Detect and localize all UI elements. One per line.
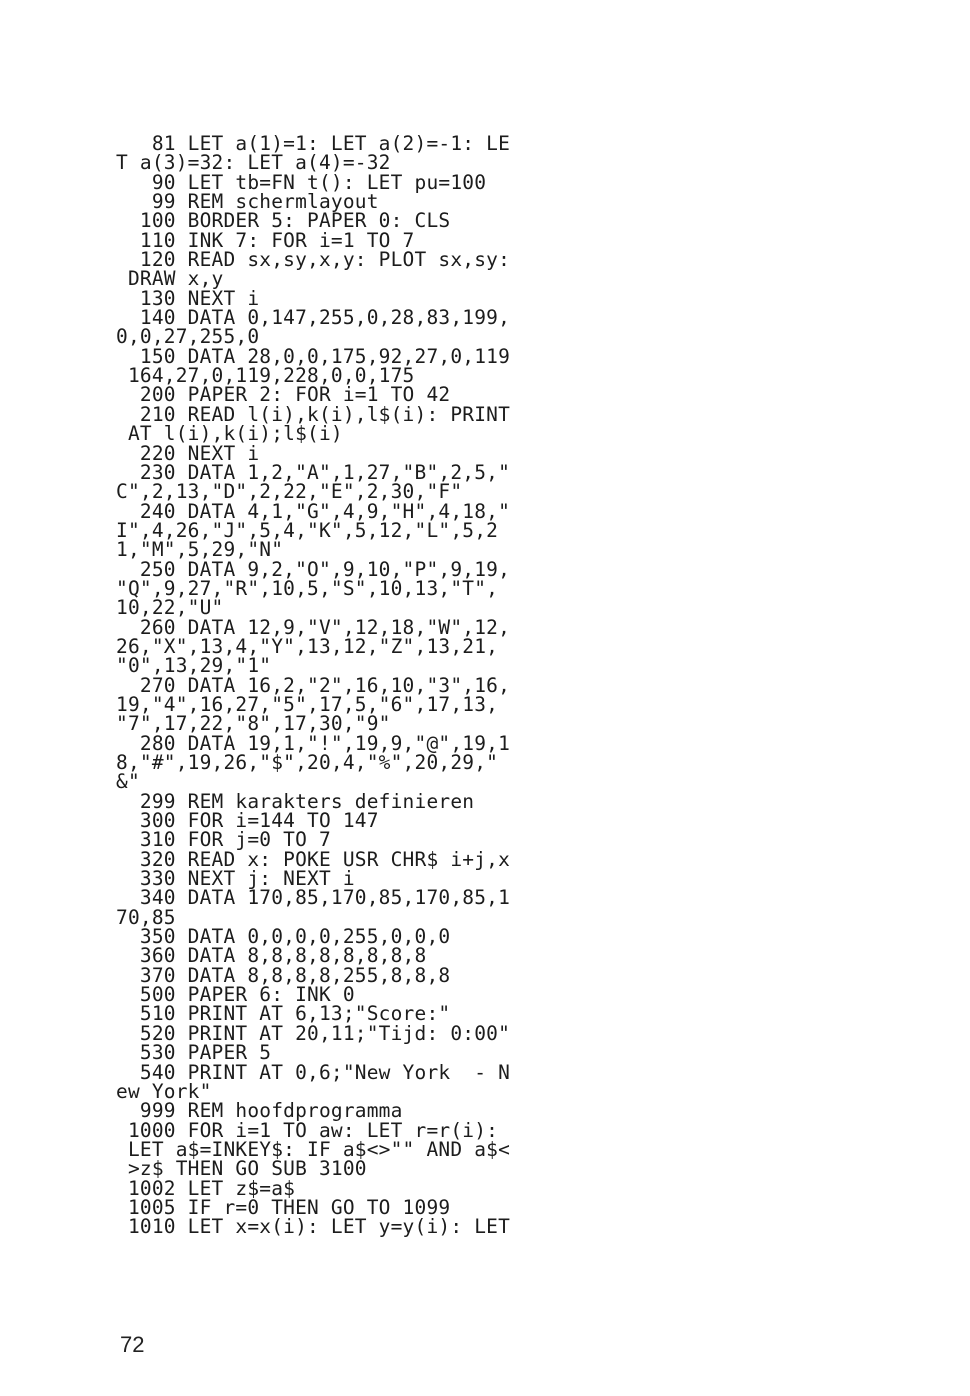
- code-line: 280 DATA 19,1,"!",19,9,"@",19,1: [116, 731, 511, 755]
- code-line: 510 PRINT AT 6,13;"Score:": [116, 1002, 451, 1026]
- code-line: 360 DATA 8,8,8,8,8,8,8,8: [116, 944, 427, 968]
- code-line: 1002 LET z$=a$: [116, 1176, 296, 1200]
- code-line: 120 READ sx,sy,x,y: PLOT sx,sy:: [116, 248, 511, 272]
- code-line: 230 DATA 1,2,"A",1,27,"B",2,5,": [116, 460, 511, 484]
- code-line: C",2,13,"D",2,22,"E",2,30,"F": [116, 480, 463, 504]
- code-line: 520 PRINT AT 20,11;"Tijd: 0:00": [116, 1021, 511, 1045]
- code-line: 1000 FOR i=1 TO aw: LET r=r(i):: [116, 1118, 499, 1142]
- code-line: >z$ THEN GO SUB 3100: [116, 1157, 367, 1181]
- code-line: 260 DATA 12,9,"V",12,18,"W",12,: [116, 615, 511, 639]
- code-line: 300 FOR i=144 TO 147: [116, 809, 379, 833]
- code-line: 540 PRINT AT 0,6;"New York - N: [116, 1060, 511, 1084]
- code-line: 130 NEXT i: [116, 286, 260, 310]
- code-line: LET a$=INKEY$: IF a$<>"" AND a$<: [116, 1137, 511, 1161]
- code-line: 0,0,27,255,0: [116, 325, 260, 349]
- code-line: 240 DATA 4,1,"G",4,9,"H",4,18,": [116, 499, 511, 523]
- code-line: 164,27,0,119,228,0,0,175: [116, 364, 415, 388]
- code-line: 370 DATA 8,8,8,8,255,8,8,8: [116, 963, 451, 987]
- basic-program-listing: [116, 134, 616, 1237]
- code-line: 90 LET tb=FN t(): LET pu=100: [116, 170, 487, 194]
- code-line: 500 PAPER 6: INK 0: [116, 983, 355, 1007]
- page-number: 72: [120, 1332, 145, 1357]
- code-line: 330 NEXT j: NEXT i: [116, 867, 355, 891]
- code-line: 310 FOR j=0 TO 7: [116, 828, 331, 852]
- code-line: 99 REM schermlayout: [116, 190, 379, 214]
- code-line: T a(3)=32: LET a(4)=-32: [116, 151, 391, 175]
- code-line: 270 DATA 16,2,"2",16,10,"3",16,: [116, 673, 511, 697]
- code-line: 299 REM karakters definieren: [116, 789, 475, 813]
- code-line: "0",13,29,"1": [116, 654, 272, 678]
- code-line: 340 DATA 170,85,170,85,170,85,1: [116, 886, 511, 910]
- code-line: 150 DATA 28,0,0,175,92,27,0,119: [116, 344, 511, 368]
- code-line: 19,"4",16,27,"5",17,5,"6",17,13,: [116, 692, 499, 716]
- code-line: "Q",9,27,"R",10,5,"S",10,13,"T",: [116, 576, 499, 600]
- code-line: 26,"X",13,4,"Y",13,12,"Z",13,21,: [116, 634, 499, 658]
- code-line: 210 READ l(i),k(i),l$(i): PRINT: [116, 402, 511, 426]
- code-line: 350 DATA 0,0,0,0,255,0,0,0: [116, 925, 451, 949]
- code-line: 1005 IF r=0 THEN GO TO 1099: [116, 1195, 451, 1219]
- code-line: 70,85: [116, 905, 176, 929]
- code-line: 320 READ x: POKE USR CHR$ i+j,x: [116, 847, 511, 871]
- code-line: 100 BORDER 5: PAPER 0: CLS: [116, 209, 451, 233]
- code-line: 200 PAPER 2: FOR i=1 TO 42: [116, 383, 451, 407]
- code-line: DRAW x,y: [116, 267, 224, 291]
- code-line: 1010 LET x=x(i): LET y=y(i): LET: [116, 1215, 511, 1239]
- code-line: 1,"M",5,29,"N": [116, 538, 284, 562]
- code-line: 220 NEXT i: [116, 441, 260, 465]
- code-line: 999 REM hoofdprogramma: [116, 1099, 403, 1123]
- code-line: ew York": [116, 1079, 212, 1103]
- code-line: 140 DATA 0,147,255,0,28,83,199,: [116, 306, 511, 330]
- code-line: 8,"#",19,26,"$",20,4,"%",20,29,": [116, 751, 499, 774]
- code-line: 81 LET a(1)=1: LET a(2)=-1: LE: [116, 132, 511, 155]
- code-line: "7",17,22,"8",17,30,"9": [116, 712, 391, 736]
- code-line: I",4,26,"J",5,4,"K",5,12,"L",5,2: [116, 518, 499, 542]
- code-line: 10,22,"U": [116, 596, 224, 620]
- code-line: &": [116, 770, 140, 794]
- code-line: 250 DATA 9,2,"O",9,10,"P",9,19,: [116, 557, 511, 581]
- code-line: AT l(i),k(i);l$(i): [116, 422, 343, 446]
- code-line: 530 PAPER 5: [116, 1041, 272, 1065]
- code-line: 110 INK 7: FOR i=1 TO 7: [116, 228, 415, 252]
